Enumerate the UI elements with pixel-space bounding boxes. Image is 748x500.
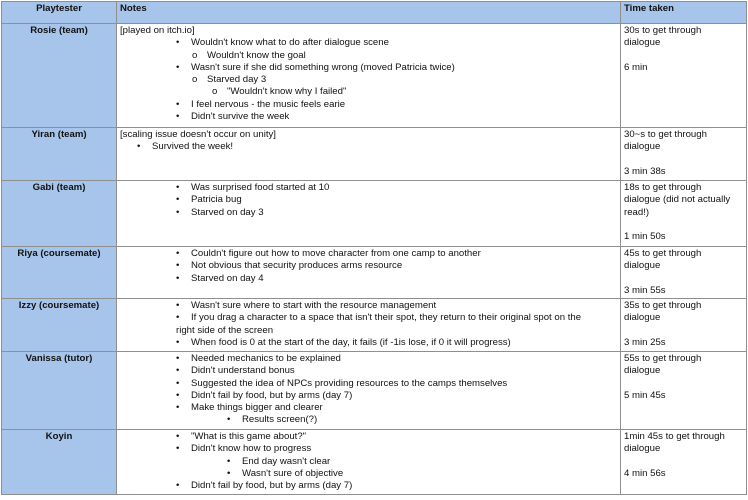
time-text <box>624 378 743 390</box>
note-item <box>120 74 617 86</box>
note-text: Wasn't sure of objective <box>242 467 344 479</box>
bullet-icon: • <box>176 402 180 414</box>
time-cell <box>621 352 747 430</box>
time-text: 3 min 38s <box>624 165 666 177</box>
bullet-icon: • <box>227 414 231 426</box>
time-text: 3 min 55s <box>624 284 666 296</box>
time-text: dialogue (did not actually <box>624 194 731 206</box>
header-row <box>2 2 747 24</box>
time-cell <box>621 181 747 247</box>
note-item <box>120 207 617 219</box>
notes-cell <box>117 24 621 128</box>
bullet-icon: • <box>176 260 180 272</box>
playtester-name: Yiran (team) <box>2 128 117 181</box>
note-item <box>120 62 617 74</box>
note-text: Couldn't figure out how to move character from one camp to another <box>191 248 481 259</box>
note-text: Didn't know how to progress <box>191 443 312 455</box>
note-item <box>120 86 617 98</box>
bullet-icon: • <box>176 248 180 259</box>
note-item <box>120 111 617 123</box>
note-text: Wasn't sure if she did something wrong (moved Patricia twice) <box>191 61 455 73</box>
note-item <box>120 312 617 324</box>
note-item <box>120 431 617 443</box>
circle-bullet-icon: o <box>212 86 218 98</box>
header-notes: Notes <box>117 2 621 24</box>
time-text <box>624 325 743 337</box>
bullet-icon: • <box>176 300 180 311</box>
note-text: If you drag a character to a space that isn't their spot, they return to their original spot on the <box>191 312 582 324</box>
note-text: "What is this game about?" <box>191 431 307 442</box>
note-text: Make things bigger and clearer <box>191 402 323 414</box>
note-text: I feel nervous - the music feels earie <box>191 98 346 110</box>
notes-cell <box>117 430 621 495</box>
note-text: Survived the week! <box>152 141 234 153</box>
note-item <box>120 468 617 480</box>
note-text: Suggested the idea of NPCs providing resources to the camps themselves <box>191 377 508 389</box>
note-item <box>120 378 617 390</box>
note-text: Not obvious that security produces arms resource <box>191 260 403 272</box>
time-text: dialogue <box>624 312 661 324</box>
playtester-name: Koyin <box>2 430 117 495</box>
time-cell <box>621 299 747 352</box>
time-text: 5 min 45s <box>624 389 666 401</box>
header-playtester: Playtester <box>2 2 117 24</box>
time-cell <box>621 430 747 495</box>
note-text: Needed mechanics to be explained <box>191 353 341 364</box>
bullet-icon: • <box>227 455 231 467</box>
bullet-icon: • <box>227 467 231 479</box>
circle-bullet-icon: o <box>192 74 198 86</box>
bullet-icon: • <box>176 377 180 389</box>
note-item <box>120 182 617 194</box>
time-text <box>624 273 743 285</box>
note-text: Didn't understand bonus <box>191 365 295 377</box>
note-item <box>120 129 617 141</box>
time-cell <box>621 247 747 299</box>
table-row <box>2 247 747 299</box>
note-item <box>120 365 617 377</box>
table-row <box>2 181 747 247</box>
bullet-icon: • <box>176 37 180 49</box>
note-text: Wasn't sure where to start with the resource management <box>191 300 437 311</box>
note-text: [played on itch.io] <box>120 25 195 36</box>
bullet-icon: • <box>176 480 180 492</box>
playtester-name: Rosie (team) <box>2 24 117 128</box>
note-text: right side of the screen <box>176 324 274 336</box>
bullet-icon: • <box>176 111 180 123</box>
table-row <box>2 24 747 128</box>
notes-cell <box>117 128 621 181</box>
note-item <box>120 141 617 153</box>
playtester-name: Izzy (coursemate) <box>2 299 117 352</box>
note-item <box>120 248 617 260</box>
time-text <box>624 50 743 62</box>
time-text: dialogue <box>624 37 661 49</box>
note-text: Didn't fail by food, but by arms (day 7) <box>191 389 353 401</box>
table-row <box>2 299 747 352</box>
bullet-icon: • <box>176 389 180 401</box>
playtest-table <box>1 1 747 495</box>
time-text: 45s to get through <box>624 248 702 259</box>
note-item <box>120 456 617 468</box>
note-text: Didn't fail by food, but by arms (day 7) <box>191 480 353 492</box>
note-text: "Wouldn't know why I failed" <box>227 86 347 98</box>
note-item <box>120 337 617 349</box>
note-text: Was surprised food started at 10 <box>191 182 330 193</box>
note-item <box>120 353 617 365</box>
note-item <box>120 402 617 414</box>
note-item <box>120 50 617 62</box>
note-text: Wouldn't know the goal <box>207 49 306 61</box>
note-text: Patricia bug <box>191 194 242 206</box>
bullet-icon: • <box>176 61 180 73</box>
table-row <box>2 352 747 430</box>
time-text: dialogue <box>624 443 661 455</box>
notes-cell <box>117 181 621 247</box>
note-item <box>120 260 617 272</box>
note-text: Starved on day 3 <box>191 206 264 218</box>
note-item <box>120 390 617 402</box>
bullet-icon: • <box>176 365 180 377</box>
time-text: read!) <box>624 206 650 218</box>
note-text: [scaling issue doesn't occur on unity] <box>120 129 276 140</box>
bullet-icon: • <box>176 182 180 193</box>
note-text: Starved on day 4 <box>191 272 264 284</box>
header-time: Time taken <box>621 2 747 24</box>
bullet-icon: • <box>176 194 180 206</box>
time-text: dialogue <box>624 260 661 272</box>
notes-cell <box>117 352 621 430</box>
time-text <box>624 154 743 166</box>
note-item <box>120 273 617 285</box>
note-text: Wouldn't know what to do after dialogue scene <box>191 37 389 49</box>
time-text: 4 min 56s <box>624 467 666 479</box>
table-row <box>2 128 747 181</box>
time-text: 1 min 50s <box>624 231 666 243</box>
time-text: 35s to get through <box>624 300 702 311</box>
note-text: End day wasn't clear <box>242 455 331 467</box>
note-item <box>120 480 617 492</box>
bullet-icon: • <box>176 206 180 218</box>
note-item <box>120 325 617 337</box>
notes-cell <box>117 299 621 352</box>
time-text: 55s to get through <box>624 353 702 364</box>
time-text: dialogue <box>624 365 661 377</box>
note-item <box>120 37 617 49</box>
note-item <box>120 25 617 37</box>
playtester-name: Gabi (team) <box>2 181 117 247</box>
table-row <box>2 430 747 495</box>
time-cell <box>621 24 747 128</box>
note-text: Starved day 3 <box>207 74 267 86</box>
time-text: 1min 45s to get through <box>624 431 725 442</box>
note-item <box>120 194 617 206</box>
time-text <box>624 456 743 468</box>
playtester-name: Riya (coursemate) <box>2 247 117 299</box>
time-text: 30~s to get through <box>624 129 707 140</box>
time-cell <box>621 128 747 181</box>
bullet-icon: • <box>137 141 141 153</box>
bullet-icon: • <box>176 98 180 110</box>
bullet-icon: • <box>176 312 180 324</box>
time-text: dialogue <box>624 141 661 153</box>
notes-cell <box>117 247 621 299</box>
circle-bullet-icon: o <box>192 49 198 61</box>
time-text: 3 min 25s <box>624 336 666 348</box>
bullet-icon: • <box>176 443 180 455</box>
bullet-icon: • <box>176 272 180 284</box>
time-text: 6 min <box>624 61 648 73</box>
time-text: 18s to get through <box>624 182 702 193</box>
time-text <box>624 219 743 231</box>
note-text: When food is 0 at the start of the day, it fails (if -1is lose, if 0 it will progress) <box>191 336 511 348</box>
time-text: 30s to get through <box>624 25 702 36</box>
bullet-icon: • <box>176 336 180 348</box>
note-item <box>120 414 617 426</box>
note-text: Didn't survive the week <box>191 111 290 123</box>
note-item <box>120 99 617 111</box>
bullet-icon: • <box>176 431 180 442</box>
note-item <box>120 443 617 455</box>
playtester-name: Vanissa (tutor) <box>2 352 117 430</box>
note-text: Results screen(?) <box>242 414 318 426</box>
bullet-icon: • <box>176 353 180 364</box>
note-item <box>120 300 617 312</box>
